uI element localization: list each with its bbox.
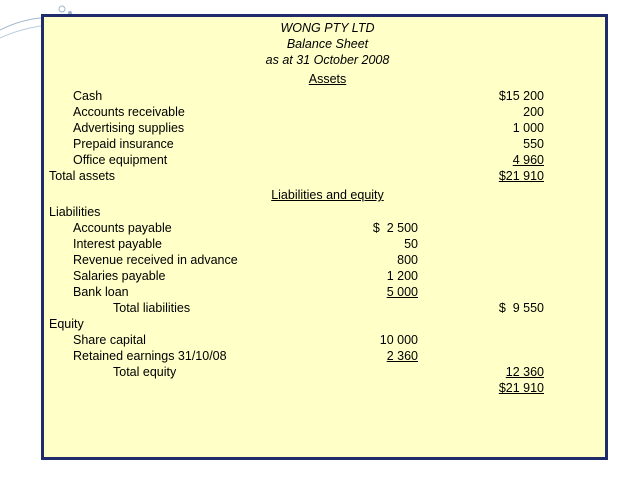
- equity-item-amount: 10 000: [379, 333, 418, 347]
- asset-label: Advertising supplies: [73, 121, 185, 135]
- liabilities-label: Liabilities: [49, 205, 101, 219]
- liability-label: Interest payable: [73, 237, 162, 251]
- statement-title: Balance Sheet: [286, 37, 369, 51]
- asset-label: Office equipment: [73, 153, 168, 167]
- asset-amount: 550: [523, 137, 544, 151]
- total-assets-amount: $21 910: [498, 169, 544, 183]
- total-equity-amount: 12 360: [505, 365, 544, 379]
- liability-amount: 5 000: [386, 285, 418, 299]
- liability-amount: $ 2 500: [372, 221, 418, 235]
- liability-label: Salaries payable: [73, 269, 166, 283]
- liability-amount: 1 200: [386, 269, 418, 283]
- total-equity-label: Total equity: [113, 365, 177, 379]
- equity-item-label: Retained earnings 31/10/08: [73, 349, 227, 363]
- asset-amount: 4 960: [512, 153, 544, 167]
- asset-label: Accounts receivable: [73, 105, 185, 119]
- total-liabilities-amount: $ 9 550: [498, 301, 544, 315]
- liability-label: Accounts payable: [73, 221, 172, 235]
- liabilities-equity-heading: Liabilities and equity: [271, 188, 384, 202]
- equity-item-label: Share capital: [73, 333, 146, 347]
- total-assets-label: Total assets: [49, 169, 116, 183]
- balance-sheet: [41, 14, 608, 460]
- equity-label: Equity: [49, 317, 84, 331]
- assets-heading: Assets: [308, 72, 347, 86]
- liability-label: Revenue received in advance: [73, 253, 238, 267]
- equity-item-amount: 2 360: [386, 349, 418, 363]
- liability-amount: 800: [397, 253, 418, 267]
- asset-label: Cash: [73, 89, 103, 103]
- liability-amount: 50: [404, 237, 418, 251]
- asset-amount: 200: [523, 105, 544, 119]
- asset-amount: 1 000: [512, 121, 544, 135]
- asset-amount: $15 200: [498, 89, 544, 103]
- company-name: WONG PTY LTD: [280, 21, 375, 35]
- grand-total-amount: $21 910: [498, 381, 544, 395]
- asset-label: Prepaid insurance: [73, 137, 174, 151]
- liability-label: Bank loan: [73, 285, 129, 299]
- total-liabilities-label: Total liabilities: [113, 301, 191, 315]
- statement-date: as at 31 October 2008: [265, 53, 390, 67]
